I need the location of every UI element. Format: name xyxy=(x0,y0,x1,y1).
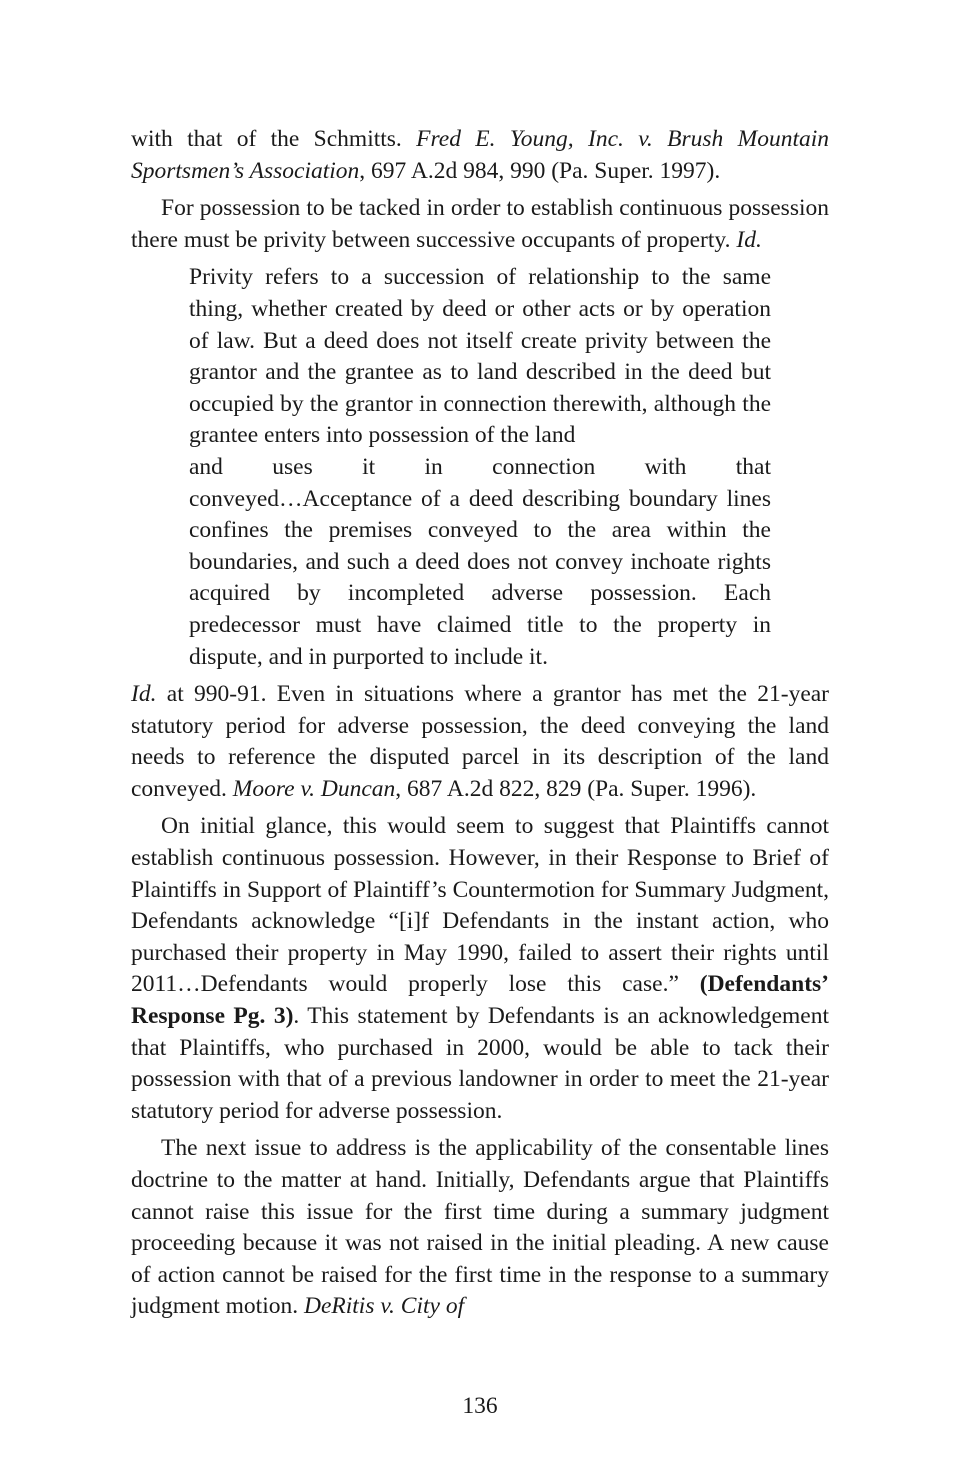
paragraph-4-text: On initial glance, this would seem to suggest that Plaintiffs cannot establish continuous possession. However, in their Response to Brief of Plaintiffs in Support of Plaintiff’s Countermotion for Summary Judgment, Defendants acknowledge “[i]f Defendants in the instant action, who purchased their property in May 1990, failed to assert their rights until 2011…Defendants would properly lose this case.” xyxy=(131,813,829,998)
block-quote xyxy=(189,262,771,673)
paragraph-3 xyxy=(131,679,829,805)
paragraph-1 xyxy=(131,124,829,187)
block-quote-text-1: Privity refers to a succession of relationship to the same thing, whether created by deed or other acts or by operation of law. But a deed does not itself create privity between the grantor and the grantee as to land described in the deed but occupied by the grantor in connection therewith, although the grantee enters into possession of the land xyxy=(189,264,771,449)
paragraph-4-text-2: . This statement by Defendants is an acknowledgement that Plaintiffs, who purchased in 2000, would be able to tack their possession with that of a previous landowner in order to meet the 21-year statutory period for adverse possession. xyxy=(131,1003,829,1124)
paragraph-2 xyxy=(131,193,829,256)
case-citation-deritis: DeRitis v. City of xyxy=(303,1293,465,1320)
paragraph-3-reporter: , 687 A.2d 822, 829 (Pa. Super. 1996). xyxy=(395,775,757,802)
document-page xyxy=(131,124,829,1323)
paragraph-3-text: at 990-91. Even in situations where a grantor has met the 21-year statutory period for adverse possession, the deed conveying the land needs to reference the disputed parcel in its description of the land conveyed. xyxy=(131,681,829,802)
id-citation: Id. xyxy=(736,226,762,253)
defendants-response-citation: (Defendants’ Response Pg. 3) xyxy=(131,971,829,1030)
case-citation-fred-young: Fred E. Young, Inc. v. Brush Mountain Sportsmen’s Association xyxy=(131,126,829,184)
block-quote-spread-line: and uses it in connection with that xyxy=(189,453,771,480)
id-citation: Id. xyxy=(131,681,157,708)
paragraph-1-text: with that of the Schmitts. xyxy=(131,126,417,152)
page-number: 136 xyxy=(462,1393,498,1419)
paragraph-1-reporter: , 697 A.2d 984, 990 (Pa. Super. 1997). xyxy=(359,157,721,184)
paragraph-4 xyxy=(131,811,829,1127)
block-quote-text-2: conveyed…Acceptance of a deed describing boundary lines confines the premises conveyed to the area within the boundaries, and such a deed does not convey inchoate rights acquired by incompleted adverse possession. Each predecessor must have claimed title to the property in dispute, and in purported to include it. xyxy=(189,485,771,670)
case-citation-moore: Moore v. Duncan xyxy=(232,775,396,802)
paragraph-5-text: The next issue to address is the applicability of the consentable lines doctrine to the matter at hand. Initially, Defendants argue that Plaintiffs cannot raise this issue for the first time during a summary judgment proceeding because it was not raised in the initial pleading. A new cause of action cannot be raised for the first time in the response to a summary judgment motion. xyxy=(131,1135,829,1320)
paragraph-2-text: For possession to be tacked in order to establish continuous possession there must be privity between successive occupants of property. xyxy=(131,195,829,253)
paragraph-5 xyxy=(131,1133,829,1323)
